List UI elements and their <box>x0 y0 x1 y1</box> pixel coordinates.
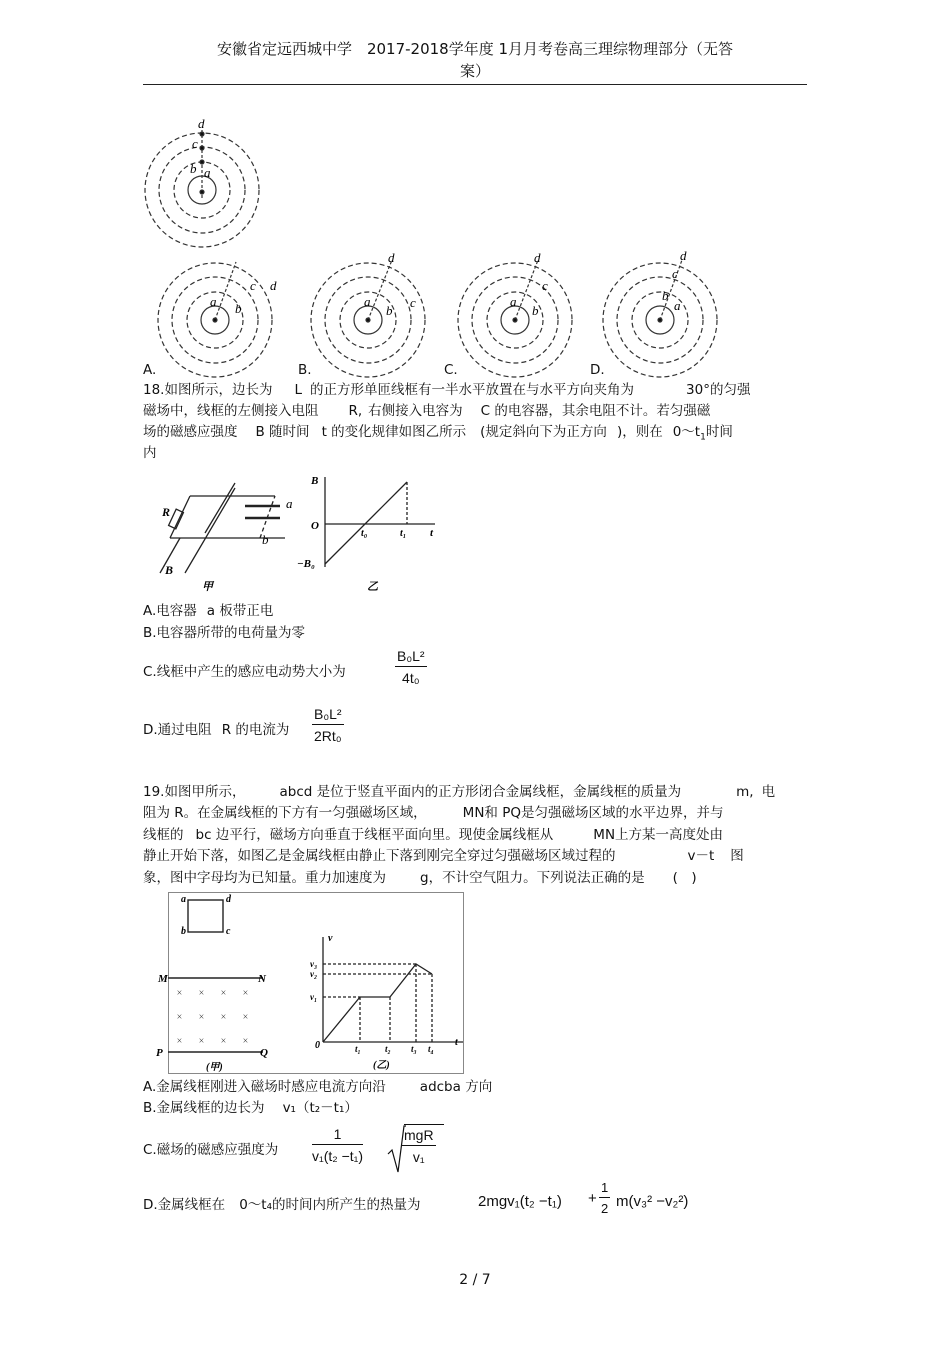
q18-stem-2d: C 的电容器，其余电阻不计。若匀强磁 <box>480 403 711 419</box>
q19-stem-3c: MN上方某一高度处由 <box>593 827 724 843</box>
q18-stem-2a: 磁场中，线框的左侧接入电阻 <box>143 403 319 419</box>
q19-jia-label-q: Q <box>260 1047 268 1059</box>
q19-option-c-fraction <box>312 1126 363 1164</box>
q19-option-d-plus: + <box>588 1190 597 1207</box>
svg-text:×: × <box>198 1036 205 1047</box>
q19-stem-line5 <box>143 868 697 888</box>
q17-option-c-letter[interactable]: C. <box>444 362 458 378</box>
q17-orbit-figures <box>140 110 820 360</box>
q18-jia-label-a: a <box>286 496 293 511</box>
q18-yi-label-negb0: −B₀ <box>297 558 315 570</box>
svg-text:×: × <box>198 1012 205 1023</box>
q18-option-d-1: D.通过电阻 <box>143 722 212 738</box>
svg-text:×: × <box>198 988 205 999</box>
q19-option-c-radical-bar <box>404 1124 444 1125</box>
q19-stem-5b: g，不计空气阻力。下列说法正确的是 <box>420 870 645 886</box>
q18-stem-3g: 1 <box>700 432 706 443</box>
q19-stem-line4 <box>143 846 744 866</box>
q19-jia-label-n: N <box>258 973 266 985</box>
q17-b-label-c: c <box>410 295 416 310</box>
q17-option-c-figure <box>458 260 572 377</box>
q17-c-label-c: c <box>542 278 548 293</box>
q18-stem-3d: (规定斜向下为正方向 <box>480 424 607 440</box>
q18-stem-2b: R, <box>348 403 363 419</box>
q19-stem-line3 <box>143 825 723 845</box>
q18-option-d-fraction <box>312 706 344 744</box>
q19-option-b[interactable] <box>143 1098 358 1118</box>
q17-c-label-a: a <box>510 294 517 309</box>
q19-yi-label-v3: v₃ <box>310 959 318 969</box>
q18-option-c-denominator: 4t₀ <box>395 666 427 686</box>
q18-stem-3b: B 随时间 <box>255 424 310 440</box>
q19-jia-label-a: a <box>181 894 186 905</box>
q19-jia-label-p: P <box>156 1047 163 1059</box>
q18-figure-yi <box>295 472 445 597</box>
q19-stem-2a: 阻为 R。在金属线框的下方有一匀强磁场区域， <box>143 805 427 821</box>
q19-option-d-expr2: m(v₃² −v₂²) <box>616 1193 689 1210</box>
q17-d-label-a: a <box>674 298 681 313</box>
q19-jia-label-d: d <box>226 894 231 905</box>
q18-yi-label-t1: t₁ <box>400 528 407 539</box>
q18-jia-caption: 甲 <box>202 581 213 593</box>
q19-stem-3a: 线框的 <box>143 827 184 843</box>
q19-jia-caption: (甲) <box>206 1062 223 1073</box>
q18-stem-line2 <box>143 401 710 421</box>
q19-stem-2b: MN和 PQ是匀强磁场区域的水平边界，并与 <box>462 805 724 821</box>
q18-stem-1a: 18.如图所示，边长为 <box>143 382 273 398</box>
q18-option-b[interactable]: B.电容器所带的电荷量为零 <box>143 625 306 641</box>
q19-vt-graph <box>323 937 463 1042</box>
q19-option-a-1: A.金属线框刚进入磁场时感应电流方向沿 <box>143 1079 386 1095</box>
q19-yi-label-o: 0 <box>315 1040 320 1051</box>
q17-top-label-d: d <box>198 116 205 131</box>
q18-stem-3c: t 的变化规律如图乙所示 <box>321 424 467 440</box>
q18-stem-2c: 右侧接入电容为 <box>368 403 463 419</box>
svg-text:×: × <box>220 988 227 999</box>
page-header-line1: 安徽省定远西城中学 2017-2018学年度 1月月考卷高三理综物理部分（无答 <box>216 40 734 58</box>
q19-option-d[interactable] <box>143 1195 420 1215</box>
q18-yi-label-t0: t₀ <box>361 528 368 539</box>
q19-option-c-numerator: 1 <box>333 1126 342 1142</box>
q19-yi-label-v1: v₁ <box>310 992 318 1002</box>
q17-top-label-a: a <box>204 165 211 180</box>
q17-option-a-letter[interactable]: A. <box>143 362 157 378</box>
q18-yi-label-o: O <box>311 520 319 532</box>
q19-option-c-radical-denominator: v₁ <box>402 1145 436 1165</box>
q19-stem-4a: 静止开始下落，如图乙是金属线框由静止下落到刚完全穿过匀强磁场区域过程的 <box>143 848 616 864</box>
q17-top-label-c: c <box>192 136 198 151</box>
q18-option-d-numerator: B₀L² <box>314 706 342 722</box>
q18-stem-3a: 场的磁感应强度 <box>143 424 238 440</box>
q18-stem-1c: 的正方形单匝线框有一半水平放置在与水平方向夹角为 <box>310 382 635 398</box>
q19-stem-5c: ( ) <box>672 870 697 886</box>
q18-option-a-2: a 板带正电 <box>206 603 274 619</box>
q19-option-d-half-denominator: 2 <box>599 1197 610 1216</box>
q17-option-d-figure <box>603 260 717 377</box>
q19-option-d-half-numerator: 1 <box>601 1180 609 1195</box>
q17-d-label-d: d <box>680 248 687 263</box>
q17-b-label-b: b <box>386 303 393 318</box>
q18-yi-label-t: t <box>430 527 434 539</box>
q19-option-d-half <box>599 1180 610 1216</box>
q19-figure-panel <box>156 892 464 1074</box>
q19-option-a-2: adcba 方向 <box>419 1079 493 1095</box>
q18-option-d[interactable] <box>143 720 289 740</box>
q18-option-a[interactable] <box>143 601 273 621</box>
q19-stem-line1 <box>143 782 775 802</box>
q19-stem-1d: 电 <box>761 784 776 800</box>
q17-a-label-b: b <box>235 301 242 316</box>
svg-text:×: × <box>220 1012 227 1023</box>
q17-b-label-d: d <box>388 250 395 265</box>
q19-field-crosses <box>176 988 249 1047</box>
q18-yi-caption: 乙 <box>367 581 378 593</box>
q19-option-d-1: D.金属线框在 <box>143 1197 226 1213</box>
q19-yi-caption: (乙) <box>373 1060 390 1071</box>
header-rule <box>143 84 807 85</box>
q19-stem-4b: v－t <box>687 848 715 864</box>
q19-stem-5a: 象，图中字母均为已知量。重力加速度为 <box>143 870 386 886</box>
svg-text:×: × <box>176 1036 183 1047</box>
q19-stem-1c: m, <box>736 784 754 800</box>
q17-a-label-d: d <box>270 278 277 293</box>
q19-option-a[interactable] <box>143 1077 492 1097</box>
q17-top-figure <box>145 130 259 247</box>
q18-stem-1d: 30°的匀强 <box>686 382 751 398</box>
q17-c-label-d: d <box>534 250 541 265</box>
q18-stem-line3 <box>143 422 733 448</box>
q18-option-d-denominator: 2Rt₀ <box>312 724 344 744</box>
svg-text:×: × <box>242 988 249 999</box>
q17-a-label-a: a <box>210 294 217 309</box>
q19-option-d-expr1: 2mgv₁(t₂ −t₁) <box>478 1193 562 1210</box>
q18-option-a-1: A.电容器 <box>143 603 197 619</box>
q17-d-label-c: c <box>672 266 678 281</box>
q19-option-c-radical-fraction <box>402 1127 436 1165</box>
svg-text:×: × <box>176 1012 183 1023</box>
q18-jia-label-r: R <box>162 505 171 519</box>
page-header-line2: 案） <box>459 62 490 80</box>
q19-option-c-radical-numerator: mgR <box>404 1127 434 1143</box>
q19-yi-label-t3: t₃ <box>411 1044 417 1054</box>
q17-option-b-letter[interactable]: B. <box>298 362 312 378</box>
q18-yi-label-b: B <box>311 475 319 487</box>
q19-stem-line2 <box>143 803 723 823</box>
q19-stem-3b: bc 边平行，磁场方向垂直于线框平面向里。现使金属线框从 <box>195 827 554 843</box>
q19-stem-1a: 19.如图甲所示， <box>143 784 246 800</box>
q19-option-b-1: B.金属线框的边长为 <box>143 1100 265 1116</box>
q18-stem-line1 <box>143 380 750 400</box>
q19-jia-label-b: b <box>181 926 186 937</box>
q18-stem-3h: 时间 <box>705 424 733 440</box>
q17-c-label-b: b <box>532 303 539 318</box>
q19-option-d-2: 0～t₄的时间内所产生的热量为 <box>239 1197 421 1213</box>
q19-yi-label-v2: v₂ <box>310 969 318 979</box>
q18-option-c[interactable]: C.线框中产生的感应电动势大小为 <box>143 664 346 680</box>
svg-text:×: × <box>242 1036 249 1047</box>
q17-a-label-c: c <box>250 278 256 293</box>
q17-b-label-a: a <box>364 294 371 309</box>
svg-text:×: × <box>176 988 183 999</box>
q19-yi-label-t1: t₁ <box>355 1044 361 1054</box>
q18-jia-label-bfield: B <box>165 563 174 577</box>
q19-option-c[interactable]: C.磁场的磁感应强度为 <box>143 1142 279 1158</box>
q18-stem-1b: L <box>294 382 303 398</box>
q17-option-b-figure <box>311 260 425 377</box>
svg-text:×: × <box>242 1012 249 1023</box>
q18-option-c-numerator: B₀L² <box>397 648 425 664</box>
q19-jia-label-c: c <box>226 926 231 937</box>
q18-option-d-2: R 的电流为 <box>221 722 290 738</box>
q19-option-b-2: v₁（t₂－t₁） <box>282 1100 358 1116</box>
q18-jia-label-b: b <box>262 532 269 547</box>
q17-top-label-b: b <box>190 161 197 176</box>
q18-stem-line4: 内 <box>143 445 157 461</box>
q18-stem-3f: 0～t <box>672 424 701 440</box>
q19-jia-label-m: M <box>158 973 168 985</box>
q19-stem-4c: 图 <box>730 848 744 864</box>
q19-option-c-denominator: v₁(t₂ −t₁) <box>312 1144 363 1164</box>
q19-yi-label-t2: t₂ <box>385 1044 391 1054</box>
q19-yi-label-t: t <box>455 1037 458 1048</box>
q18-option-c-fraction <box>395 648 427 686</box>
q19-yi-label-t4: t₄ <box>428 1044 434 1054</box>
q19-stem-1b: abcd 是位于竖直平面内的正方形闭合金属线框，金属线框的质量为 <box>279 784 682 800</box>
q18-stem-3e: )，则在 <box>616 424 663 440</box>
q18-figure-jia <box>150 478 300 593</box>
q17-d-label-b: b <box>662 288 669 303</box>
page-number: 2 / 7 <box>459 1272 491 1288</box>
svg-text:×: × <box>220 1036 227 1047</box>
q17-option-d-letter[interactable]: D. <box>590 362 605 378</box>
q19-yi-label-v: v <box>328 933 333 944</box>
